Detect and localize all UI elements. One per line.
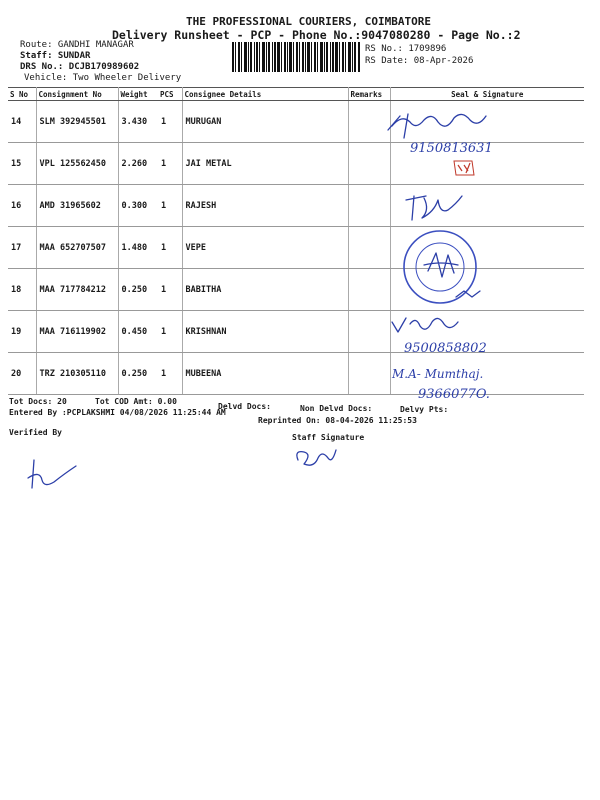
cell-weight: 2.260 [118,143,158,185]
cell-weight: 0.250 [118,353,158,395]
cell-consignee: JAI METAL [182,143,348,185]
cell-pcs: 1 [158,185,182,227]
cell-pcs: 1 [158,311,182,353]
route-label: Route: GANDHI MANAGAR [20,40,134,50]
drs-value: DCJB170989602 [68,62,140,72]
col-header-pcs: PCS [158,88,182,101]
cell-consignment-no: MAA 717784212 [36,269,118,311]
cell-consignee: VEPE [182,227,348,269]
cell-sno: 15 [8,143,36,185]
verified-by-label: Verified By [9,428,62,437]
cell-weight: 0.250 [118,269,158,311]
col-header-consignee: Consignee Details [182,88,348,101]
cell-consignment-no: MAA 652707507 [36,227,118,269]
rs-date: RS Date: 08-Apr-2026 [365,56,474,66]
cell-pcs: 1 [158,143,182,185]
cell-remarks [348,227,390,269]
cell-pcs: 1 [158,227,182,269]
staff-label: Staff: SUNDAR [20,51,91,61]
cell-consignee: BABITHA [182,269,348,311]
cell-remarks [348,269,390,311]
cell-weight: 0.300 [118,185,158,227]
cell-sno: 17 [8,227,36,269]
col-header-signature: Seal & Signature [390,88,584,101]
phone-row-15: 9150813631 [410,141,493,156]
cell-pcs: 1 [158,269,182,311]
barcode-image [232,42,360,72]
cell-weight: 0.450 [118,311,158,353]
cell-sno: 19 [8,311,36,353]
signature-row-16 [400,190,470,224]
cell-consignee: MUBEENA [182,353,348,395]
reprinted-on: Reprinted On: 08-04-2026 11:25:53 [258,416,417,425]
company-title: THE PROFESSIONAL COURIERS, COIMBATORE [186,15,432,28]
vehicle-label: Vehicle: Two Wheeler Delivery [24,73,182,83]
signature-row-19 [386,312,536,358]
cell-consignment-no: VPL 125562450 [36,143,118,185]
cell-sno: 16 [8,185,36,227]
entered-by: Entered By :PCPLAKSHMI 04/08/2026 11:25:44 AM [9,408,226,417]
phone-row-19: 9500858802 [404,341,487,356]
tot-docs: Tot Docs: 20 [9,397,67,406]
signature-row-20 [388,362,538,404]
name-row-20: M.A- Mumthaj. [392,367,484,381]
col-header-remarks: Remarks [348,88,390,101]
cell-sno: 20 [8,353,36,395]
seal-stamp [398,225,498,307]
drs-line [20,62,139,72]
cell-consignee: RAJESH [182,185,348,227]
delivery-points: Delvy Pts: [400,405,449,414]
sheet-title: Delivery Runsheet - PCP - Phone No.:9047080280 - Page No.:2 [112,28,521,42]
cell-consignment-no: AMD 31965602 [36,185,118,227]
col-header-weight: Weight [118,88,158,101]
rs-number: RS No.: 1709896 [365,44,447,54]
col-header-consignment: Consignment No [36,88,118,101]
staff-signature-mark [290,444,340,472]
tot-cod-amount: Tot COD Amt: 0.00 [95,397,177,406]
cell-consignment-no: SLM 392945501 [36,101,118,143]
cell-consignment-no: TRZ 210305110 [36,353,118,395]
cell-pcs: 1 [158,101,182,143]
cell-sno: 18 [8,269,36,311]
cell-consignment-no: MAA 716119902 [36,311,118,353]
small-stamp-mark [450,157,480,179]
table-header-row [8,88,584,101]
cell-remarks [348,311,390,353]
table-row [8,185,584,227]
col-header-sno: S No [8,88,36,101]
verified-by-signature [24,454,80,494]
non-delivered-docs: Non Delvd Docs: [300,404,373,413]
signature-row-14-15 [380,108,530,156]
staff-signature-label: Staff Signature [292,433,365,442]
cell-consignee: MURUGAN [182,101,348,143]
cell-weight: 3.430 [118,101,158,143]
cell-pcs: 1 [158,353,182,395]
cell-remarks [348,353,390,395]
cell-weight: 1.480 [118,227,158,269]
phone-row-20: 9366077O. [418,387,490,402]
cell-sno: 14 [8,101,36,143]
drs-label: DRS No.: [20,62,64,72]
delivered-docs: Delvd Docs: [218,402,271,411]
cell-remarks [348,185,390,227]
cell-consignee: KRISHNAN [182,311,348,353]
